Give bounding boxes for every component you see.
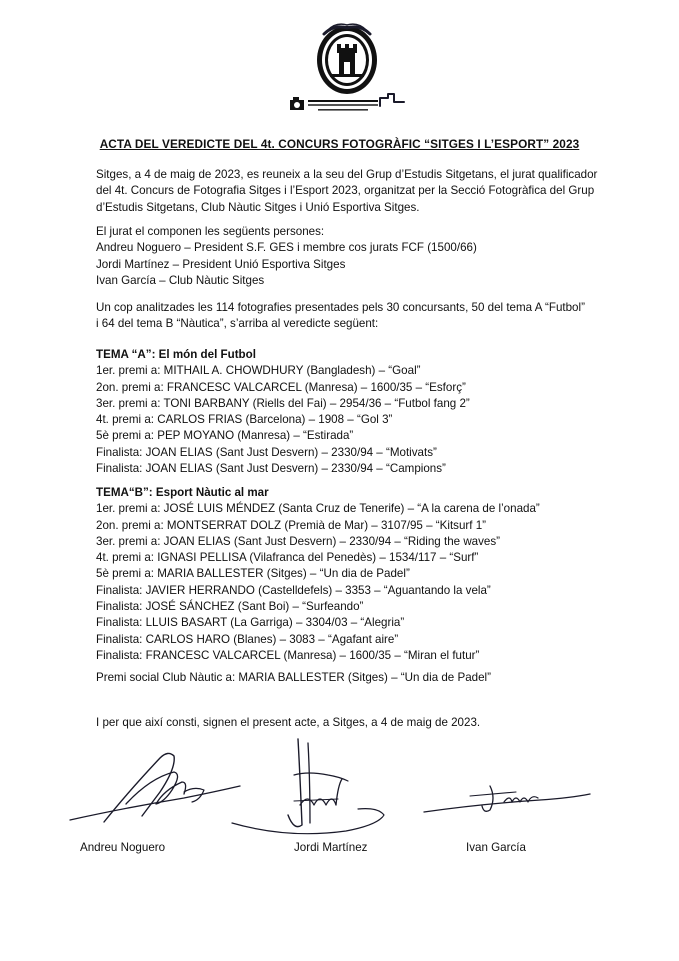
jury-member: Andreu Noguero – President S.F. GES i membre cos jurats FCF (1500/66) [96,241,477,255]
intro-line: Sitges, a 4 de maig de 2023, es reuneix a la seu del Grup d’Estudis Sitgetans, el jurat qualificador [96,168,598,181]
intro-paragraph [96,167,598,216]
analysis-paragraph [96,300,586,333]
social-prize-line: Premi social Club Nàutic a: MARIA BALLESTER (Sitges) – “Un dia de Padel” [96,671,491,684]
result-line: 3er. premi a: TONI BARBANY (Riells del Fai) – 2954/36 – “Futbol fang 2” [96,396,470,410]
result-line: Finalista: JOSÉ SÁNCHEZ (Sant Boi) – “Surfeando” [96,600,364,614]
result-line: Finalista: JOAN ELIAS (Sant Just Desvern) – 2330/94 – “Campions” [96,462,446,476]
result-line: Finalista: LLUIS BASART (La Garriga) – 3304/03 – “Alegria” [96,616,405,630]
signature-jordi-martinez [228,735,388,845]
result-line: 4t. premi a: CARLOS FRIAS (Barcelona) – 1908 – “Gol 3” [96,413,393,427]
jury-section [96,224,586,289]
jury-heading: El jurat el componen les següents persones: [96,225,325,238]
result-line: 4t. premi a: IGNASI PELLISA (Vilafranca del Penedès) – 1534/117 – “Surf” [96,551,479,565]
closing-line: I per que així consti, signen el present acte, a Sitges, a 4 de maig de 2023. [96,716,481,729]
jury-member: Ivan García – Club Nàutic Sitges [96,273,265,287]
intro-line: del 4t. Concurs de Fotografia Sitges i l’Esport 2023, organitzat per la Secció Fotogràfica del Grup [96,184,595,198]
result-line: Finalista: JOAN ELIAS (Sant Just Desvern) – 2330/94 – “Motivats” [96,445,437,459]
signature-name: Ivan García [466,841,526,854]
club-logo [284,22,414,122]
document-title: ACTA DEL VEREDICTE DEL 4t. CONCURS FOTOGRÀFIC “SITGES I L’ESPORT” 2023 [99,137,580,151]
result-line: Finalista: JAVIER HERRANDO (Castelldefels) – 3353 – “Aguantando la vela” [96,583,491,597]
result-line: 3er. premi a: JOAN ELIAS (Sant Just Desvern) – 2330/94 – “Riding the waves” [96,534,501,548]
result-line: 1er. premi a: JOSÉ LUIS MÉNDEZ (Santa Cruz de Tenerife) – “A la carena de l’onada” [96,502,540,516]
jury-member: Jordi Martínez – President Unió Esportiva Sitges [96,257,346,271]
signature-name: Jordi Martínez [294,841,368,854]
result-line: 5è premi a: MARIA BALLESTER (Sitges) – “Un dia de Padel” [96,567,410,581]
signature-ivan-garcia [420,776,600,826]
result-line: 2on. premi a: MONTSERRAT DOLZ (Premià de Mar) – 3107/95 – “Kitsurf 1” [96,518,487,532]
intro-line: d’Estudis Sitgetans, Club Nàutic Sitges i Unió Esportiva Sitges. [96,200,420,214]
social-prize [96,670,586,686]
theme-b-heading: TEMA“B”: Esport Nàutic al mar [96,486,269,499]
result-line: Finalista: CARLOS HARO (Blanes) – 3083 – “Agafant aire” [96,632,399,646]
closing-statement [96,715,586,731]
theme-a-section [96,347,586,477]
result-line: 5è premi a: PEP MOYANO (Manresa) – “Estirada” [96,429,354,443]
theme-b-section [96,485,586,664]
result-line: 2on. premi a: FRANCESC VALCARCEL (Manresa) – 1600/35 – “Esforç” [96,380,466,394]
result-line: Finalista: FRANCESC VALCARCEL (Manresa) – 1600/35 – “Miran el futur” [96,648,480,662]
result-line: 1er. premi a: MITHAIL A. CHOWDHURY (Bangladesh) – “Goal” [96,364,421,378]
signature-name: Andreu Noguero [80,841,166,854]
analysis-line: i 64 del tema B “Nàutica”, s’arriba al veredicte següent: [96,317,379,331]
theme-a-heading: TEMA “A”: El món del Futbol [96,348,256,361]
analysis-line: Un cop analitzades les 114 fotografies presentades pels 30 concursants, 50 del tema A “Futbol” [96,301,585,314]
